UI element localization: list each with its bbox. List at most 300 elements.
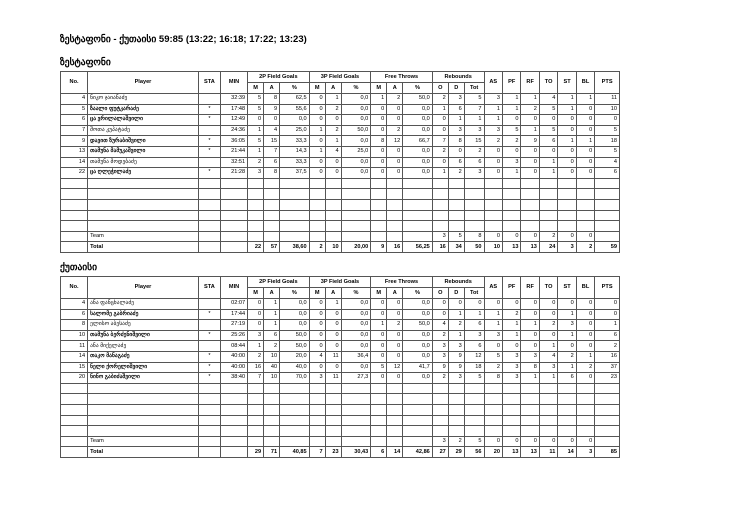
stat-value: 0,0	[280, 309, 310, 320]
stat-value: 0	[521, 146, 539, 157]
subheader-a: A	[264, 288, 280, 299]
player-row	[61, 341, 620, 352]
subheader-a: A	[325, 83, 341, 94]
header-2p: 2P Field Goals	[248, 277, 310, 288]
empty-cell	[325, 178, 341, 189]
stat-value: 0	[371, 104, 387, 115]
header-no: No.	[61, 72, 88, 94]
empty-cell	[521, 383, 539, 394]
player-starter	[198, 320, 220, 331]
empty-row	[61, 210, 620, 221]
empty-cell	[539, 426, 557, 437]
stat-value: 0	[539, 115, 557, 126]
stat-value: 0	[387, 104, 403, 115]
header-ft: Free Throws	[371, 72, 433, 83]
header-no: No.	[61, 277, 88, 299]
stat-value: 0	[371, 115, 387, 126]
stat-value: 0	[387, 157, 403, 168]
stat-value: 1	[521, 373, 539, 384]
player-minutes: 40:00	[221, 351, 248, 362]
subheader-a: A	[387, 83, 403, 94]
player-minutes: 21:28	[221, 168, 248, 179]
stat-value: 0	[576, 115, 594, 126]
stat-value: 1	[264, 309, 280, 320]
empty-cell	[595, 426, 620, 437]
stat-value: 0	[576, 373, 594, 384]
stat-value: 0	[558, 157, 576, 168]
player-row	[61, 157, 620, 168]
player-minutes: 25:26	[221, 330, 248, 341]
stat-value: 6	[464, 341, 484, 352]
stat-value: 1	[558, 309, 576, 320]
empty-cell	[88, 199, 199, 210]
header-2p: 2P Field Goals	[248, 72, 310, 83]
empty-cell	[576, 404, 594, 415]
team-name-away: ქუთაისი	[60, 262, 98, 273]
header-as: AS	[484, 72, 502, 94]
empty-cell	[403, 199, 433, 210]
empty-cell	[558, 221, 576, 232]
stat-value: 3	[432, 231, 448, 242]
stat-value: 3	[484, 125, 502, 136]
stat-value: 9	[264, 104, 280, 115]
stat-value: 2	[387, 125, 403, 136]
stat-value: 2	[448, 168, 464, 179]
player-number: 7	[61, 125, 88, 136]
stat-value: 23	[595, 373, 620, 384]
header-as: AS	[484, 277, 502, 299]
player-name: თამუნა ბერძენიშვილი	[88, 330, 199, 341]
empty-cell	[341, 221, 371, 232]
empty-cell	[88, 404, 199, 415]
stat-value: 6	[595, 330, 620, 341]
empty-cell	[595, 415, 620, 426]
stat-value: 0	[502, 436, 520, 447]
empty-cell	[448, 210, 464, 221]
stat-value: 0	[432, 309, 448, 320]
player-name: სალომე გაბრიაძე	[88, 309, 199, 320]
stat-value: 0	[387, 341, 403, 352]
stat-value: 29	[248, 447, 264, 458]
header-to: TO	[539, 277, 557, 299]
stat-value: 4	[432, 320, 448, 331]
stat-value	[595, 231, 620, 242]
stat-value: 3	[464, 125, 484, 136]
stat-value: 6	[448, 104, 464, 115]
empty-cell	[88, 415, 199, 426]
empty-cell	[341, 383, 371, 394]
header-min: MIN	[221, 277, 248, 299]
empty-cell	[61, 426, 88, 437]
empty-cell	[264, 189, 280, 200]
empty-cell	[325, 210, 341, 221]
player-name: ელისო აბესაძე	[88, 320, 199, 331]
stat-value: 0	[502, 115, 520, 126]
stat-value: 1	[432, 104, 448, 115]
stat-value: 0	[539, 299, 557, 310]
stat-value: 2	[521, 104, 539, 115]
stat-value: 3	[539, 362, 557, 373]
team-name-home: ზესტაფონი	[60, 57, 111, 68]
stat-value: 2	[432, 330, 448, 341]
empty-cell	[576, 210, 594, 221]
empty-cell	[221, 383, 248, 394]
stat-value: 1	[248, 146, 264, 157]
empty-cell	[61, 189, 88, 200]
stat-value: 20,0	[280, 351, 310, 362]
empty-cell	[325, 189, 341, 200]
empty-cell	[558, 394, 576, 405]
empty-cell	[198, 404, 220, 415]
stat-value: 0,0	[403, 115, 433, 126]
stat-value: 2	[448, 320, 464, 331]
stat-value	[264, 231, 280, 242]
empty-cell	[502, 426, 520, 437]
stat-value: 1	[325, 299, 341, 310]
stat-value: 0	[464, 299, 484, 310]
stat-value: 0	[325, 157, 341, 168]
empty-row	[61, 383, 620, 394]
stat-value: 1	[539, 373, 557, 384]
empty-cell	[387, 394, 403, 405]
player-starter: *	[198, 373, 220, 384]
empty-cell	[464, 221, 484, 232]
stat-value: 16	[248, 362, 264, 373]
empty-cell	[248, 404, 264, 415]
stat-value: 3	[432, 436, 448, 447]
empty-cell	[595, 383, 620, 394]
empty-cell	[576, 199, 594, 210]
empty-cell	[280, 178, 310, 189]
stat-value: 2	[264, 341, 280, 352]
stat-value: 8	[464, 231, 484, 242]
empty-cell	[221, 210, 248, 221]
empty-cell	[539, 394, 557, 405]
stat-value: 3	[309, 373, 325, 384]
empty-cell	[325, 404, 341, 415]
stat-value: 6	[539, 136, 557, 147]
empty-cell	[387, 383, 403, 394]
stat-value: 3	[576, 447, 594, 458]
empty-cell	[309, 415, 325, 426]
stat-value: 2	[432, 373, 448, 384]
player-row	[61, 299, 620, 310]
stat-value: 12	[387, 362, 403, 373]
empty-cell	[521, 394, 539, 405]
empty-cell	[448, 383, 464, 394]
stat-value: 0	[576, 104, 594, 115]
empty-cell	[502, 221, 520, 232]
empty-cell	[280, 199, 310, 210]
stat-value: 23	[325, 447, 341, 458]
stat-value: 0,0	[341, 362, 371, 373]
stat-value: 10	[484, 242, 502, 253]
player-name: დავით ზურაბიშვილი	[88, 136, 199, 147]
player-name: ნინო გაბიძაშვილი	[88, 373, 199, 384]
stat-value: 18	[595, 136, 620, 147]
subheader-m: M	[248, 83, 264, 94]
player-name: ზაალი ფუტკარაძე	[88, 104, 199, 115]
player-name: ნელი ქორელიშვილი	[88, 362, 199, 373]
empty-cell	[558, 404, 576, 415]
stat-value: 0	[502, 299, 520, 310]
stat-value: 0	[387, 330, 403, 341]
header-ft: Free Throws	[371, 277, 433, 288]
player-row	[61, 104, 620, 115]
stat-value: 1	[539, 157, 557, 168]
empty-cell	[325, 415, 341, 426]
subheader-m: M	[371, 83, 387, 94]
empty-cell	[558, 178, 576, 189]
empty-cell	[198, 210, 220, 221]
total-row	[61, 242, 620, 253]
stat-value: 1	[558, 362, 576, 373]
empty-cell	[558, 415, 576, 426]
stat-value: 1	[484, 115, 502, 126]
empty-cell	[539, 178, 557, 189]
player-number: 4	[61, 299, 88, 310]
subheader-tot: Tot	[464, 288, 484, 299]
empty-row	[61, 199, 620, 210]
empty-cell	[309, 221, 325, 232]
empty-cell	[61, 404, 88, 415]
stat-value: 1	[484, 104, 502, 115]
empty-cell	[521, 189, 539, 200]
subheader-tot: Tot	[464, 83, 484, 94]
stat-value: 0	[484, 231, 502, 242]
stat-value	[264, 436, 280, 447]
stat-value: 0	[371, 351, 387, 362]
empty-cell	[248, 383, 264, 394]
stat-value: 1	[309, 146, 325, 157]
stat-value: 0,0	[341, 168, 371, 179]
player-number: 11	[61, 341, 88, 352]
empty-cell	[464, 383, 484, 394]
player-row	[61, 351, 620, 362]
stat-value: 0	[448, 146, 464, 157]
stat-value: 3	[558, 242, 576, 253]
empty-cell	[484, 199, 502, 210]
stat-value: 5	[248, 104, 264, 115]
empty-cell	[595, 178, 620, 189]
empty-cell	[371, 199, 387, 210]
stat-value	[280, 231, 310, 242]
stat-value: 3	[464, 168, 484, 179]
empty-cell	[371, 404, 387, 415]
player-row	[61, 168, 620, 179]
stat-value: 0	[309, 104, 325, 115]
header-bl: BL	[576, 277, 594, 299]
stat-value: 0	[558, 231, 576, 242]
stat-value: 5	[448, 231, 464, 242]
stat-value: 13	[521, 242, 539, 253]
empty-cell	[539, 221, 557, 232]
empty-cell	[432, 415, 448, 426]
empty-cell	[448, 426, 464, 437]
subheader-m: M	[371, 288, 387, 299]
stat-value: 62,5	[280, 94, 310, 105]
subheader-d: D	[448, 83, 464, 94]
stat-value: 3	[484, 94, 502, 105]
empty-cell	[280, 404, 310, 415]
empty-cell	[325, 199, 341, 210]
empty-cell	[387, 221, 403, 232]
stat-value: 0	[539, 146, 557, 157]
empty-cell	[61, 394, 88, 405]
stat-value: 3	[502, 362, 520, 373]
subheader-a: A	[325, 288, 341, 299]
empty-cell	[387, 210, 403, 221]
stat-value: 85	[595, 447, 620, 458]
subheader-m: M	[309, 83, 325, 94]
empty-cell	[88, 383, 199, 394]
stat-value: 2	[484, 362, 502, 373]
empty-cell	[387, 189, 403, 200]
stat-value: 6	[448, 157, 464, 168]
empty-cell	[221, 231, 248, 242]
stat-value: 0	[595, 309, 620, 320]
empty-cell	[248, 426, 264, 437]
empty-cell	[221, 447, 248, 458]
stat-value: 0	[325, 341, 341, 352]
empty-cell	[198, 426, 220, 437]
stat-value: 33,3	[280, 136, 310, 147]
stat-value: 0,0	[341, 299, 371, 310]
player-number: 20	[61, 373, 88, 384]
empty-cell	[521, 415, 539, 426]
stat-value: 20,00	[341, 242, 371, 253]
stat-value: 40,85	[280, 447, 310, 458]
stat-value: 1	[502, 94, 520, 105]
empty-cell	[248, 221, 264, 232]
subheader-m: M	[309, 288, 325, 299]
stat-value: 7	[248, 373, 264, 384]
stat-value: 0,0	[403, 157, 433, 168]
player-name: ანა მიქელაძე	[88, 341, 199, 352]
empty-cell	[341, 178, 371, 189]
stat-value: 0	[371, 157, 387, 168]
stat-value: 3	[521, 351, 539, 362]
player-minutes: 40:00	[221, 362, 248, 373]
empty-cell	[341, 426, 371, 437]
empty-cell	[521, 210, 539, 221]
empty-cell	[448, 178, 464, 189]
empty-cell	[280, 383, 310, 394]
empty-cell	[61, 415, 88, 426]
stat-value: 6	[264, 330, 280, 341]
stat-value: 2	[325, 104, 341, 115]
stat-value: 0,0	[403, 299, 433, 310]
empty-cell	[448, 394, 464, 405]
header-rf: RF	[521, 72, 539, 94]
stat-value: 11	[595, 94, 620, 105]
empty-cell	[341, 404, 371, 415]
stat-value: 2	[464, 146, 484, 157]
empty-cell	[61, 436, 88, 447]
empty-cell	[371, 178, 387, 189]
stat-value: 5	[502, 125, 520, 136]
stat-value: 5	[371, 362, 387, 373]
stat-value: 18	[464, 362, 484, 373]
empty-cell	[403, 189, 433, 200]
stat-value: 0	[576, 157, 594, 168]
stat-value: 0,0	[341, 94, 371, 105]
empty-cell	[309, 426, 325, 437]
stat-value: 0	[371, 309, 387, 320]
empty-cell	[403, 178, 433, 189]
stat-value: 0	[502, 341, 520, 352]
stat-value: 0	[521, 436, 539, 447]
stat-value: 0	[309, 341, 325, 352]
stat-value: 8	[448, 136, 464, 147]
empty-cell	[484, 221, 502, 232]
empty-row	[61, 178, 620, 189]
stat-value: 0	[387, 299, 403, 310]
empty-cell	[198, 447, 220, 458]
stat-value: 0,0	[341, 104, 371, 115]
stat-value: 2	[595, 341, 620, 352]
empty-cell	[88, 426, 199, 437]
stat-value: 8	[264, 168, 280, 179]
stat-value: 40	[264, 362, 280, 373]
empty-cell	[576, 383, 594, 394]
stat-value: 0	[595, 299, 620, 310]
empty-cell	[448, 199, 464, 210]
stat-value: 3	[464, 330, 484, 341]
stat-value: 0	[576, 231, 594, 242]
header-sta: STA	[198, 72, 220, 94]
stat-value: 0	[521, 231, 539, 242]
stat-value: 5	[464, 436, 484, 447]
stat-value: 0	[309, 157, 325, 168]
empty-cell	[264, 221, 280, 232]
stat-value: 20	[484, 447, 502, 458]
empty-cell	[576, 178, 594, 189]
player-name: ცა ვრილალაშვილი	[88, 115, 199, 126]
stat-value: 5	[595, 125, 620, 136]
stat-value: 1	[464, 309, 484, 320]
empty-cell	[595, 210, 620, 221]
stat-value	[248, 436, 264, 447]
empty-cell	[484, 210, 502, 221]
empty-cell	[264, 394, 280, 405]
stat-value: 4	[539, 94, 557, 105]
empty-cell	[432, 404, 448, 415]
stat-value: 0	[595, 115, 620, 126]
player-minutes: 21:44	[221, 146, 248, 157]
stat-value: 5	[539, 104, 557, 115]
empty-cell	[264, 178, 280, 189]
stat-value: 1	[502, 320, 520, 331]
player-name: თამუნა მოდებაძე	[88, 157, 199, 168]
team-row	[61, 231, 620, 242]
empty-cell	[464, 199, 484, 210]
stat-value: 1	[432, 168, 448, 179]
empty-cell	[371, 383, 387, 394]
header-pf: PF	[502, 72, 520, 94]
stat-value: 50,0	[280, 330, 310, 341]
player-row	[61, 362, 620, 373]
stat-value: 12	[387, 136, 403, 147]
stat-value: 0	[576, 125, 594, 136]
stat-value: 1	[502, 168, 520, 179]
player-number: 13	[61, 146, 88, 157]
stat-value: 11	[325, 351, 341, 362]
stat-value: 37,5	[280, 168, 310, 179]
empty-cell	[88, 221, 199, 232]
stat-value: 13	[502, 447, 520, 458]
empty-cell	[595, 394, 620, 405]
